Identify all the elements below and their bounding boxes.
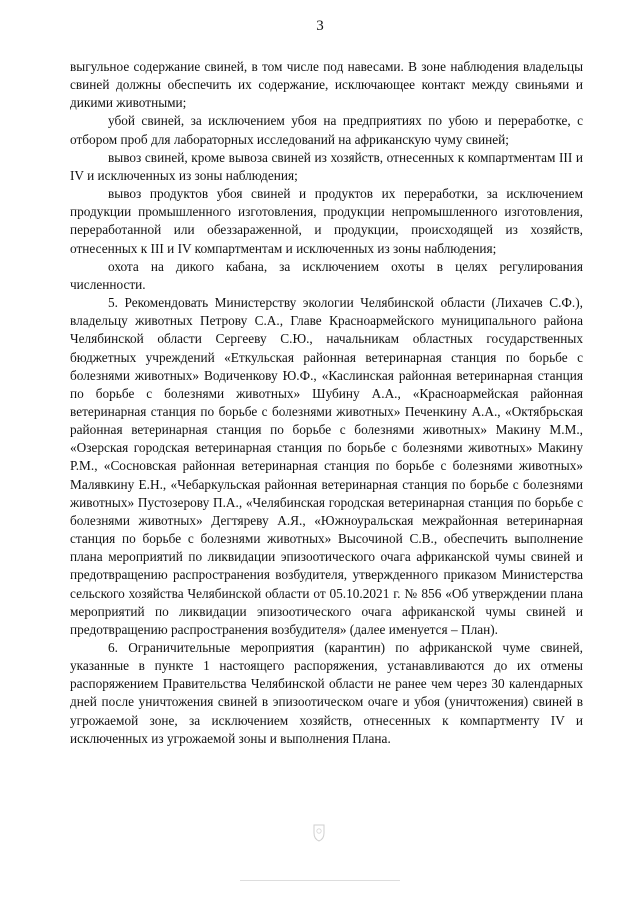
footer-divider — [240, 880, 400, 881]
document-body — [70, 58, 583, 748]
paragraph-product-export: вывоз продуктов убоя свиней и продуктов их переработки, за исключением продукции промышленного изготовления, продукции непромышленного изготовления, переработанной или обеззараженной, и продукции, происходящей из хозяйств, отнесенных к III и IV компартментам и исключенных из зоны наблюдения; — [70, 186, 583, 256]
coat-of-arms-icon — [312, 822, 326, 842]
paragraph-slaughter: убой свиней, за исключением убоя на предприятиях по убою и переработке, с отбором проб для лабораторных исследований на африканскую чуму свиней; — [70, 113, 583, 147]
paragraph-item-6: 6. Ограничительные мероприятия (карантин) по африканской чуме свиней, указанные в пункте 1 настоящего распоряжения, устанавливаются до их отмены распоряжением Правительства Челябинской области не ранее чем через 30 календарных дней после уничтожения свиней в эпизоотическом очаге и убоя (уничтожения) свиней в угрожаемой зоне, за исключением хозяйств, отнесенных к компартменту IV и исключенных из угрожаемой зоны и выполнения Плана. — [70, 640, 583, 746]
paragraph-item-5: 5. Рекомендовать Министерству экологии Челябинской области (Лихачев С.Ф.), владельцу животных Петрову С.А., Главе Красноармейского муниципального района Челябинской области Сергееву С.Ю., начальникам областных государственных бюджетных учреждений «Еткульская районная ветеринарная станция по борьбе с болезнями животных» Водиченкову Ю.Ф., «Каслинская районная ветеринарная станция по борьбе с болезнями животных» Шубину А.А., «Красноармейская районная ветеринарная станция по борьбе с болезнями животных» Печенкину А.А., «Октябрьская районная ветеринарная станция по борьбе с болезнями животных» Макину М.М., «Озерская городская ветеринарная станция по борьбе с болезнями животных» Макину Р.М., «Сосновская районная ветеринарная станция по борьбе с болезнями животных» Малявкину Е.Н., «Чебаркульская районная ветеринарная станция по борьбе с болезнями животных» Пустозерову П.А., «Челябинская городская ветеринарная станция по борьбе с болезнями животных» Дегтяреву А.Я., «Южноуральская межрайонная ветеринарная станция по борьбе с болезнями животных» Высочиной С.В., обеспечить выполнение плана мероприятий по ликвидации эпизоотического очага африканской чумы свиней и предотвращению распространения возбудителя, утвержденного приказом Министерства сельского хозяйства Челябинской области от 05.10.2021 г. № 856 «Об утверждении плана мероприятий по ликвидации эпизоотического очага африканской чумы свиней и предотвращению распространения возбудителя» (далее именуется – План). — [70, 295, 583, 637]
paragraph-pig-export: вывоз свиней, кроме вывоза свиней из хозяйств, отнесенных к компартментам III и IV и исключенных из зоны наблюдения; — [70, 149, 583, 183]
paragraph-pig-housing: выгульное содержание свиней, в том числе под навесами. В зоне наблюдения владельцы свиней должны обеспечить их содержание, исключающее контакт между свиньями и дикими животными; — [70, 59, 583, 111]
page-number: 3 — [316, 18, 324, 34]
paragraph-boar-hunting: охота на дикого кабана, за исключением охоты в целях регулирования численности. — [70, 258, 583, 292]
